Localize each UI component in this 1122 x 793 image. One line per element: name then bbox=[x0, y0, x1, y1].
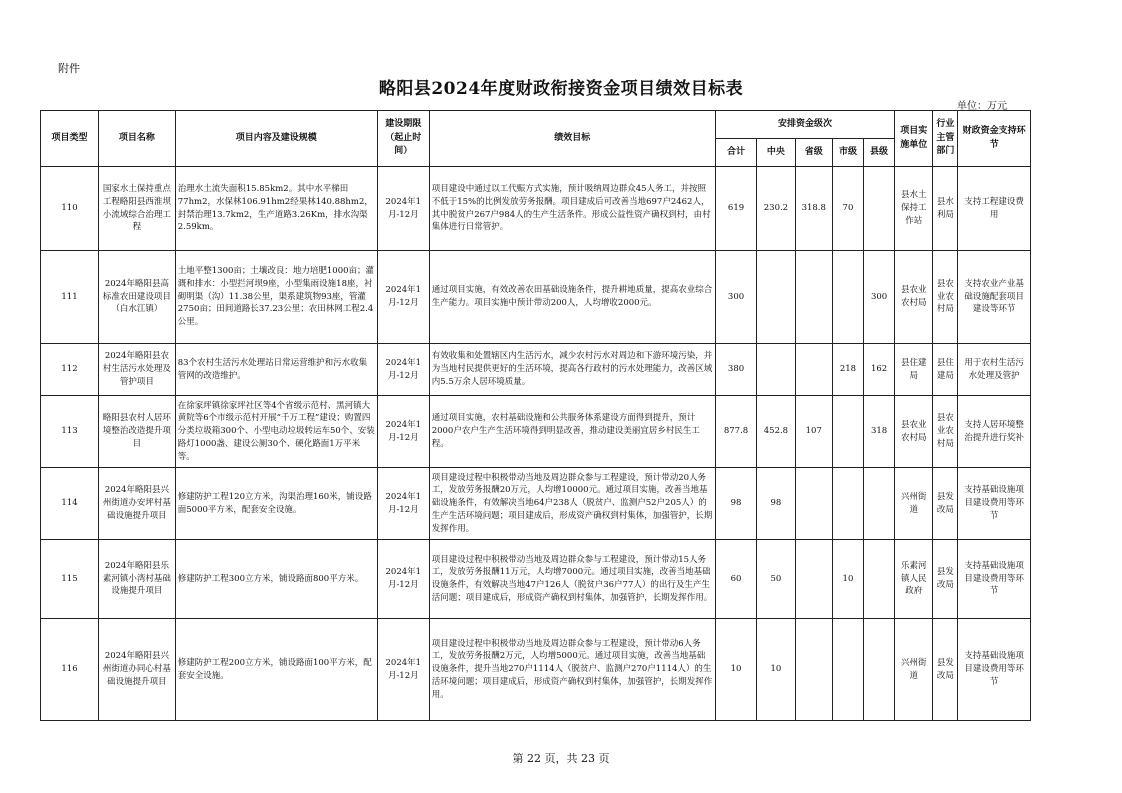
cell-goal: 通过项目实施，有效改善农田基础设施条件，提升耕地质量，提高农业综合生产能力。项目实施中预计带动200人，人均增收2000元。 bbox=[429, 251, 715, 344]
cell-impl-unit: 县住建局 bbox=[895, 344, 933, 396]
cell-stage: 支持农业产业基础设施配套项目建设等环节 bbox=[958, 251, 1031, 344]
cell-name: 2024年略阳县农村生活污水处理及管护项目 bbox=[99, 344, 176, 396]
cell-goal: 项目建设中通过以工代赈方式实施，预计吸纳周边群众45人务工，并按照不低于15%的比例发放劳务报酬。项目建成后可改善当地697户2462人，其中脱贫户267户984人的生产生活条件。形成公益性资产确权到村，由村集体进行日常管护。 bbox=[429, 167, 715, 251]
attachment-label: 附件 bbox=[58, 62, 80, 75]
cell-type: 116 bbox=[41, 619, 99, 721]
page-number: 第 22 页，共 23 页 bbox=[512, 752, 610, 765]
cell-stage: 支持基础设施项目建设费用等环节 bbox=[958, 540, 1031, 619]
cell-type: 110 bbox=[41, 167, 99, 251]
col-header-stage: 财政资金支持环节 bbox=[958, 111, 1031, 167]
cell-name: 2024年略阳县高标准农田建设项目（白水江镇） bbox=[99, 251, 176, 344]
cell-type: 113 bbox=[41, 396, 99, 468]
cell-goal: 项目建设过程中积极带动当地及周边群众参与工程建设，预计带动6人务工，发放劳务报酬2万元，人均增5000元。通过项目实施，改善当地基础设施条件，提升当地270户1114人（脱贫户、监测户270户1114人）的生活环境问题；项目建成后，形成资产确权到村集体，加强管护，长期发挥作用。 bbox=[429, 619, 715, 721]
col-header-period: 建设期限（起止时间） bbox=[377, 111, 429, 167]
cell-total: 619 bbox=[715, 167, 756, 251]
cell-type: 112 bbox=[41, 344, 99, 396]
cell-total: 60 bbox=[715, 540, 756, 619]
table-row bbox=[41, 251, 1031, 344]
cell-goal: 有效收集和处置辖区内生活污水，减少农村污水对周边和下游环境污染，并为当地村民提供更好的生活环境，提高各行政村的污水处理能力，改善区域内5.5万余人居环境质量。 bbox=[429, 344, 715, 396]
cell-content: 在徐家坪镇徐家坪社区等4个省级示范村、黑河镇大黄院等6个市级示范村开展“千万工程”建设；购置四分类垃圾箱300个、小型电动垃圾转运车50个、安装路灯1000盏、建设公厕30个、硬化路面1万平米等。 bbox=[175, 396, 377, 468]
cell-goal: 通过项目实施，农村基础设施和公共服务体系建设方面得到提升，预计2000户农户生产生活环境得到明显改善，推动建设美丽宜居乡村民生工程。 bbox=[429, 396, 715, 468]
cell-dept: 县发改局 bbox=[933, 468, 958, 540]
cell-stage: 用于农村生活污水处理及管护 bbox=[958, 344, 1031, 396]
cell-content: 修建防护工程120立方米，沟渠治理160米，铺设路面5000平方米，配套安全设施。 bbox=[175, 468, 377, 540]
cell-period: 2024年1月-12月 bbox=[377, 619, 429, 721]
table-row bbox=[41, 344, 1031, 396]
cell-county bbox=[864, 540, 895, 619]
col-header-content: 项目内容及建设规模 bbox=[175, 111, 377, 167]
cell-period: 2024年1月-12月 bbox=[377, 540, 429, 619]
col-header-city: 市级 bbox=[832, 139, 863, 167]
cell-total: 300 bbox=[715, 251, 756, 344]
cell-province: 107 bbox=[795, 396, 832, 468]
col-header-province: 省级 bbox=[795, 139, 832, 167]
cell-period: 2024年1月-12月 bbox=[377, 167, 429, 251]
cell-total: 877.8 bbox=[715, 396, 756, 468]
cell-stage: 支持工程建设费用 bbox=[958, 167, 1031, 251]
cell-goal: 项目建设过程中积极带动当地及周边群众参与工程建设，预计带动15人务工，发放劳务报酬11万元，人均增7000元。通过项目实施，改善当地基础设施条件，有效解决当地47户126人（脱贫户36户77人）的出行及生产生活问题；项目建成后，形成资产确权到村集体，加强管护，长期发挥作用。 bbox=[429, 540, 715, 619]
cell-impl-unit: 县农业农村局 bbox=[895, 396, 933, 468]
cell-city bbox=[832, 251, 863, 344]
cell-province bbox=[795, 251, 832, 344]
cell-province bbox=[795, 344, 832, 396]
cell-type: 111 bbox=[41, 251, 99, 344]
cell-dept: 县发改局 bbox=[933, 619, 958, 721]
unit-label: 单位：万元 bbox=[957, 101, 1007, 112]
col-header-goal: 绩效目标 bbox=[429, 111, 715, 167]
cell-province bbox=[795, 619, 832, 721]
cell-county bbox=[864, 167, 895, 251]
cell-total: 380 bbox=[715, 344, 756, 396]
table-row bbox=[41, 619, 1031, 721]
col-header-type: 项目类型 bbox=[41, 111, 99, 167]
cell-content: 修建防护工程200立方米，铺设路面100平方米，配套安全设施。 bbox=[175, 619, 377, 721]
cell-central: 50 bbox=[757, 540, 795, 619]
cell-name: 略阳县农村人居环境整治改造提升项目 bbox=[99, 396, 176, 468]
cell-content: 83个农村生活污水处理站日常运营维护和污水收集管网的改造维护。 bbox=[175, 344, 377, 396]
cell-impl-unit: 县水土保持工作站 bbox=[895, 167, 933, 251]
cell-impl-unit: 乐素河镇人民政府 bbox=[895, 540, 933, 619]
cell-content: 土地平整1300亩；土壤改良：地力培肥1000亩；灌溉和排水：小型拦河坝9座，小型集雨设施18座，衬砌明渠（沟）11.38公里，渠系建筑物93座，管灌2750亩；田间道路长37.23公里；农田林网工程2.4公里。 bbox=[175, 251, 377, 344]
cell-period: 2024年1月-12月 bbox=[377, 251, 429, 344]
col-header-dept: 行业主管部门 bbox=[933, 111, 958, 167]
performance-table bbox=[40, 110, 1031, 721]
cell-content: 治理水土流失面积15.85km2。其中水平梯田77hm2，水保林106.91hm2经果林140.88hm2，封禁治理13.7km2，生产道路3.26Km，排水沟渠2.59km。 bbox=[175, 167, 377, 251]
cell-central bbox=[757, 251, 795, 344]
cell-province bbox=[795, 540, 832, 619]
cell-central: 98 bbox=[757, 468, 795, 540]
cell-total: 98 bbox=[715, 468, 756, 540]
col-header-impl-unit: 项目实施单位 bbox=[895, 111, 933, 167]
cell-stage: 支持基础设施项目建设费用等环节 bbox=[958, 619, 1031, 721]
col-header-name: 项目名称 bbox=[99, 111, 176, 167]
cell-goal: 项目建设过程中积极带动当地及周边群众参与工程建设，预计带动20人务工，发放劳务报酬20万元，人均增10000元。通过项目实施，改善当地基础设施条件，有效解决当地64户238人（脱贫户、监测户52户205人）的生产生活环境问题；项目建成后，形成资产确权到村集体，加强管护，长期发挥作用。 bbox=[429, 468, 715, 540]
cell-content: 修建防护工程300立方米，铺设路面800平方米。 bbox=[175, 540, 377, 619]
cell-stage: 支持人居环境整治提升进行奖补 bbox=[958, 396, 1031, 468]
table-row bbox=[41, 468, 1031, 540]
cell-impl-unit: 兴州街道 bbox=[895, 468, 933, 540]
cell-type: 115 bbox=[41, 540, 99, 619]
col-header-total: 合计 bbox=[715, 139, 756, 167]
cell-county bbox=[864, 468, 895, 540]
cell-name: 2024年略阳县兴州街道办同心村基础设施提升项目 bbox=[99, 619, 176, 721]
table-row bbox=[41, 540, 1031, 619]
page-title: 略阳县2024年度财政衔接资金项目绩效目标表 bbox=[378, 79, 744, 99]
cell-county: 318 bbox=[864, 396, 895, 468]
cell-county: 162 bbox=[864, 344, 895, 396]
cell-central bbox=[757, 344, 795, 396]
cell-county: 300 bbox=[864, 251, 895, 344]
cell-dept: 县水利局 bbox=[933, 167, 958, 251]
cell-city bbox=[832, 468, 863, 540]
cell-impl-unit: 县农业农村局 bbox=[895, 251, 933, 344]
cell-stage: 支持基础设施项目建设费用等环节 bbox=[958, 468, 1031, 540]
cell-type: 114 bbox=[41, 468, 99, 540]
col-header-funding-group: 安排资金级次 bbox=[715, 111, 894, 139]
cell-dept: 县住建局 bbox=[933, 344, 958, 396]
cell-city bbox=[832, 619, 863, 721]
cell-central: 10 bbox=[757, 619, 795, 721]
cell-province bbox=[795, 468, 832, 540]
cell-central: 230.2 bbox=[757, 167, 795, 251]
cell-impl-unit: 兴州街道 bbox=[895, 619, 933, 721]
cell-county bbox=[864, 619, 895, 721]
col-header-central: 中央 bbox=[757, 139, 795, 167]
cell-dept: 县发改局 bbox=[933, 540, 958, 619]
cell-city: 218 bbox=[832, 344, 863, 396]
table-row bbox=[41, 396, 1031, 468]
cell-province: 318.8 bbox=[795, 167, 832, 251]
cell-name: 国家水土保持重点工程略阳县西淮坝小流域综合治理工程 bbox=[99, 167, 176, 251]
cell-central: 452.8 bbox=[757, 396, 795, 468]
cell-dept: 县农业农村局 bbox=[933, 251, 958, 344]
cell-total: 10 bbox=[715, 619, 756, 721]
cell-dept: 县农业农村局 bbox=[933, 396, 958, 468]
cell-name: 2024年略阳县兴州街道办安坪村基础设施提升项目 bbox=[99, 468, 176, 540]
cell-city: 10 bbox=[832, 540, 863, 619]
cell-period: 2024年1月-12月 bbox=[377, 396, 429, 468]
cell-period: 2024年1月-12月 bbox=[377, 468, 429, 540]
cell-city: 70 bbox=[832, 167, 863, 251]
table-row bbox=[41, 167, 1031, 251]
cell-city bbox=[832, 396, 863, 468]
col-header-county: 县级 bbox=[864, 139, 895, 167]
cell-name: 2024年略阳县乐素河镇小湾村基础设施提升项目 bbox=[99, 540, 176, 619]
cell-period: 2024年1月-12月 bbox=[377, 344, 429, 396]
